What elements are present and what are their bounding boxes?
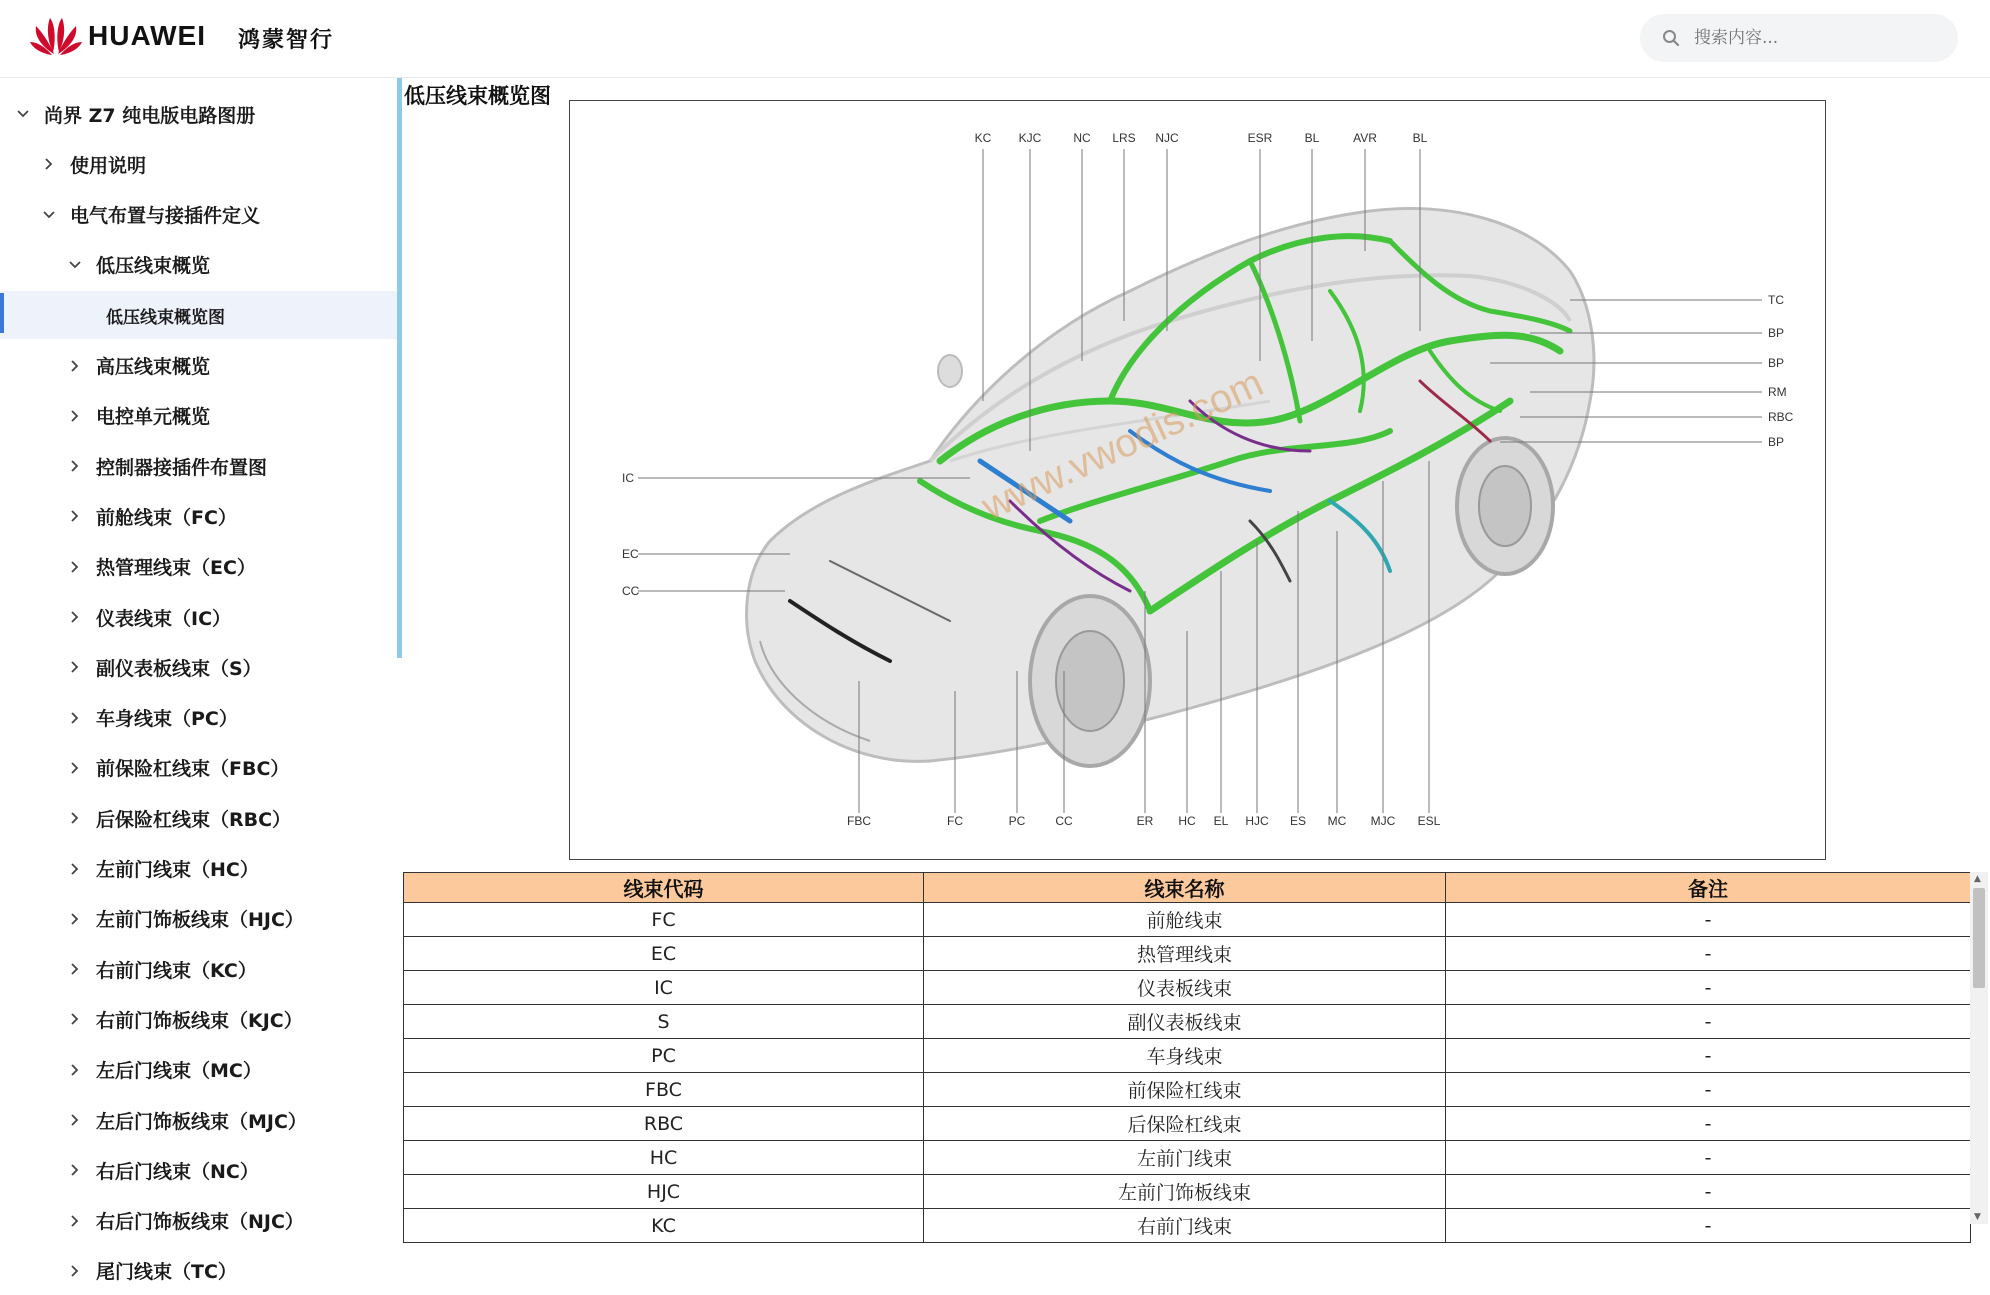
sidebar-item[interactable] (0, 543, 400, 591)
table-cell: FBC (404, 1073, 924, 1107)
table-cell: 前舱线束 (924, 903, 1446, 937)
page-title: 低压线束概览图 (404, 84, 551, 108)
table-row (404, 1005, 1971, 1039)
callout-label-top: AVR (1353, 131, 1377, 145)
table-cell: - (1446, 903, 1971, 937)
sidebar-item-label: 电控单元概览 (96, 406, 211, 429)
sidebar-item[interactable] (0, 945, 400, 993)
chevron-right-icon[interactable] (66, 910, 84, 928)
callout-label-bottom: MJC (1370, 814, 1396, 828)
sidebar-item-label: 前保险杠线束（FBC） (96, 758, 290, 781)
callout-label-bottom: ESL (1417, 814, 1441, 828)
table-cell: - (1446, 1107, 1971, 1141)
sidebar-item-label: 车身线束（PC） (96, 708, 238, 731)
table-cell: IC (404, 971, 924, 1005)
chevron-right-icon[interactable] (66, 608, 84, 626)
sidebar-item[interactable] (0, 492, 400, 540)
search-icon (1662, 29, 1680, 47)
callout-label-top: NJC (1155, 131, 1179, 145)
chevron-right-icon[interactable] (66, 357, 84, 375)
table-cell: - (1446, 1209, 1971, 1243)
callout-label-right: TC (1768, 293, 1784, 307)
chevron-right-icon[interactable] (66, 457, 84, 475)
callout-label-bottom: MC (1327, 814, 1347, 828)
table-cell: - (1446, 1073, 1971, 1107)
search-input[interactable] (1694, 28, 1934, 48)
callout-label-bottom: ES (1289, 814, 1307, 828)
chevron-right-icon[interactable] (66, 407, 84, 425)
callout-label-top: ESR (1247, 131, 1273, 145)
brand-name[interactable]: HUAWEI (88, 20, 206, 51)
table-cell: PC (404, 1039, 924, 1073)
table-row (404, 1073, 1971, 1107)
callout-label-top: NC (1073, 131, 1091, 145)
callout-label-top: BL (1304, 131, 1320, 145)
callout-label-bottom: HC (1178, 814, 1196, 828)
callout-label-bottom: HJC (1245, 814, 1269, 828)
callout-label-top: BL (1412, 131, 1428, 145)
side-mirror (938, 355, 962, 387)
callout-label-right: RM (1768, 385, 1787, 399)
chevron-right-icon[interactable] (66, 507, 84, 525)
callout-label-right: RBC (1768, 410, 1794, 424)
chevron-down-icon[interactable] (40, 206, 58, 224)
callout-label-top: LRS (1112, 131, 1136, 145)
sidebar-item[interactable] (0, 845, 400, 893)
sidebar-item[interactable] (0, 140, 400, 188)
table-cell: - (1446, 937, 1971, 971)
col-header-code: 线束代码 (404, 873, 924, 903)
harness-table-container (403, 872, 1970, 1238)
callout-label-bottom: PC (1008, 814, 1026, 828)
table-row (404, 971, 1971, 1005)
table-scrollbar[interactable] (1970, 872, 1988, 1224)
sidebar-item-label: 后保险杠线束（RBC） (96, 808, 292, 831)
sidebar-item-label: 副仪表板线束（S） (96, 657, 262, 680)
callout-label-right: BP (1768, 356, 1785, 370)
sidebar-item-label: 高压线束概览 (96, 356, 211, 378)
watermark: www.vwodis.com (975, 360, 1270, 530)
table-cell: - (1446, 1141, 1971, 1175)
sidebar-item-label: 右前门线束（KC） (96, 959, 257, 982)
table-row (404, 1141, 1971, 1175)
callout-label-bottom: FC (947, 814, 963, 828)
callout-label-right: BP (1768, 435, 1785, 449)
search-box[interactable] (1640, 14, 1958, 62)
table-row (404, 937, 1971, 971)
sidebar-item[interactable] (0, 342, 400, 390)
sidebar-item-label: 仪表线束（IC） (96, 607, 232, 630)
table-cell: EC (404, 937, 924, 971)
table-row (404, 903, 1971, 937)
scrollbar-thumb[interactable] (1973, 888, 1985, 988)
table-cell: 热管理线束 (924, 937, 1446, 971)
col-header-note: 备注 (1446, 873, 1971, 903)
chevron-right-icon[interactable] (66, 1111, 84, 1129)
sidebar-item-label: 尚界 Z7 纯电版电路图册 (44, 104, 256, 127)
chevron-right-icon[interactable] (66, 1262, 84, 1280)
table-header-row (404, 873, 1971, 903)
sidebar-item[interactable] (0, 895, 400, 943)
car-body (747, 209, 1594, 767)
sidebar-item[interactable] (0, 1096, 400, 1144)
table-cell: FC (404, 903, 924, 937)
sidebar-item-label: 左前门线束（HC） (96, 859, 259, 881)
chevron-right-icon[interactable] (66, 759, 84, 777)
table-cell: 前保险杠线束 (924, 1073, 1446, 1107)
sidebar-item-label: 热管理线束（EC） (96, 557, 256, 580)
callout-label-right: BP (1768, 326, 1785, 340)
table-cell: KC (404, 1209, 924, 1243)
sidebar-item[interactable] (0, 392, 400, 440)
sidebar-item[interactable] (0, 90, 400, 138)
table-cell: - (1446, 1175, 1971, 1209)
table-cell: - (1446, 1039, 1971, 1073)
product-name[interactable]: 鸿蒙智行 (238, 28, 335, 53)
table-row (404, 1039, 1971, 1073)
sidebar-item-label: 右前门饰板线束（KJC） (96, 1009, 303, 1032)
table-cell: 车身线束 (924, 1039, 1446, 1073)
sidebar-item[interactable] (0, 995, 400, 1043)
chevron-right-icon[interactable] (66, 1161, 84, 1179)
sidebar-item-label: 低压线束概览 (96, 255, 211, 278)
callout-label-bottom: CC (1055, 814, 1073, 828)
table-cell: RBC (404, 1107, 924, 1141)
wiring-diagram (569, 100, 1826, 860)
sidebar-item-label: 左前门饰板线束（HJC） (96, 909, 304, 932)
sidebar-item[interactable] (0, 1247, 400, 1295)
sidebar-item-label: 左后门饰板线束（MJC） (96, 1110, 307, 1133)
callout-label-bottom: FBC (847, 814, 871, 828)
callout-label-left: CC (622, 584, 640, 598)
callout-label-top: KJC (1018, 131, 1042, 145)
sidebar-item[interactable] (0, 191, 400, 239)
chevron-right-icon[interactable] (66, 658, 84, 676)
sidebar-item[interactable] (0, 643, 400, 691)
sidebar-nav (0, 78, 400, 1284)
harness-table (403, 872, 1971, 1243)
callout-label-bottom: ER (1136, 814, 1154, 828)
scroll-up-arrow-icon[interactable]: ▲ (1974, 874, 1981, 884)
chevron-right-icon[interactable] (66, 860, 84, 878)
table-cell: 右前门线束 (924, 1209, 1446, 1243)
callout-label-bottom: EL (1213, 814, 1229, 828)
table-row (404, 1175, 1971, 1209)
sidebar-item[interactable] (0, 694, 400, 742)
table-cell: - (1446, 971, 1971, 1005)
table-cell: 仪表板线束 (924, 971, 1446, 1005)
sidebar-item-label: 低压线束概览图 (106, 307, 225, 328)
table-cell: HJC (404, 1175, 924, 1209)
chevron-right-icon[interactable] (66, 960, 84, 978)
table-cell: 左前门线束 (924, 1141, 1446, 1175)
callout-label-left: IC (622, 471, 634, 485)
sidebar-item-label: 左后门线束（MC） (96, 1060, 262, 1083)
chevron-down-icon[interactable] (66, 256, 84, 274)
sidebar-item[interactable] (0, 1046, 400, 1094)
table-cell: 后保险杠线束 (924, 1107, 1446, 1141)
chevron-right-icon[interactable] (40, 155, 58, 173)
col-header-name: 线束名称 (924, 873, 1446, 903)
sidebar-item-label: 右后门线束（NC） (96, 1160, 259, 1183)
top-header (0, 0, 1990, 78)
sidebar-item-label: 使用说明 (70, 154, 147, 177)
chevron-down-icon[interactable] (14, 105, 32, 123)
sidebar-item[interactable] (0, 291, 400, 339)
table-cell: HC (404, 1141, 924, 1175)
sidebar-item[interactable] (0, 794, 400, 842)
sidebar-item[interactable] (0, 593, 400, 641)
scroll-down-arrow-icon[interactable]: ▼ (1974, 1212, 1981, 1222)
sidebar-item[interactable] (0, 1146, 400, 1194)
sidebar-item-label: 右后门饰板线束（NJC） (96, 1211, 304, 1234)
sidebar-item-label: 控制器接插件布置图 (96, 456, 268, 479)
callout-label-left: EC (622, 547, 639, 561)
table-row (404, 1107, 1971, 1141)
table-cell: - (1446, 1005, 1971, 1039)
chevron-right-icon[interactable] (66, 1010, 84, 1028)
chevron-right-icon[interactable] (66, 558, 84, 576)
sidebar-item[interactable] (0, 241, 400, 289)
wiring-diagram-svg (570, 101, 1827, 861)
sidebar-item-label: 尾门线束（TC） (96, 1261, 237, 1284)
chevron-right-icon[interactable] (66, 1212, 84, 1230)
table-cell: S (404, 1005, 924, 1039)
sidebar-item[interactable] (0, 744, 400, 792)
table-cell: 副仪表板线束 (924, 1005, 1446, 1039)
sidebar-item[interactable] (0, 442, 400, 490)
table-cell: 左前门饰板线束 (924, 1175, 1446, 1209)
sidebar-scrollbar[interactable] (397, 78, 402, 658)
callout-label-top: KC (974, 131, 992, 145)
sidebar-item-label: 电气布置与接插件定义 (70, 205, 261, 228)
sidebar-item-label: 前舱线束（FC） (96, 506, 237, 529)
active-indicator (0, 293, 4, 333)
sidebar-item[interactable] (0, 1197, 400, 1245)
chevron-right-icon[interactable] (66, 809, 84, 827)
huawei-logo-icon[interactable] (30, 14, 82, 56)
table-row (404, 1209, 1971, 1243)
chevron-right-icon[interactable] (66, 709, 84, 727)
chevron-right-icon[interactable] (66, 1061, 84, 1079)
